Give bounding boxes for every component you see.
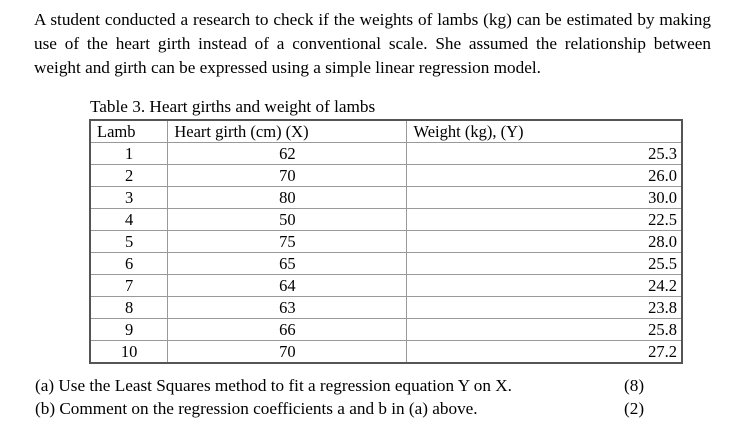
cell-girth: 70 <box>168 341 407 364</box>
cell-lamb: 5 <box>90 231 168 253</box>
header-lamb: Lamb <box>90 120 168 143</box>
table-row <box>90 165 682 187</box>
question-b: (b) Comment on the regression coefficients a and b in (a) above. <box>35 399 478 418</box>
cell-lamb: 9 <box>90 319 168 341</box>
table-header-row <box>90 120 682 143</box>
table-row <box>90 319 682 341</box>
table-row <box>90 209 682 231</box>
cell-weight: 22.5 <box>407 209 682 231</box>
cell-girth: 50 <box>168 209 407 231</box>
cell-girth: 80 <box>168 187 407 209</box>
table-row <box>90 275 682 297</box>
cell-girth: 70 <box>168 165 407 187</box>
cell-weight: 25.3 <box>407 143 682 165</box>
cell-girth: 75 <box>168 231 407 253</box>
cell-weight: 26.0 <box>407 165 682 187</box>
table-row <box>90 187 682 209</box>
cell-weight: 30.0 <box>407 187 682 209</box>
cell-lamb: 7 <box>90 275 168 297</box>
question-b-marks: (2) <box>624 399 645 418</box>
lambs-table <box>89 119 683 364</box>
cell-lamb: 3 <box>90 187 168 209</box>
cell-lamb: 2 <box>90 165 168 187</box>
table-caption: Table 3. Heart girths and weight of lambs <box>90 97 376 116</box>
cell-girth: 63 <box>168 297 407 319</box>
table-row <box>90 253 682 275</box>
cell-weight: 23.8 <box>407 297 682 319</box>
question-a: (a) Use the Least Squares method to fit a regression equation Y on X. <box>35 376 512 395</box>
cell-girth: 66 <box>168 319 407 341</box>
cell-weight: 28.0 <box>407 231 682 253</box>
cell-weight: 25.8 <box>407 319 682 341</box>
cell-lamb: 4 <box>90 209 168 231</box>
cell-lamb: 1 <box>90 143 168 165</box>
table-row <box>90 341 682 364</box>
table-row <box>90 231 682 253</box>
question-a-marks: (8) <box>624 376 645 395</box>
cell-weight: 27.2 <box>407 341 682 364</box>
cell-lamb: 8 <box>90 297 168 319</box>
header-weight: Weight (kg), (Y) <box>407 120 682 143</box>
cell-girth: 62 <box>168 143 407 165</box>
table-row <box>90 297 682 319</box>
cell-lamb: 6 <box>90 253 168 275</box>
cell-lamb: 10 <box>90 341 168 364</box>
cell-weight: 24.2 <box>407 275 682 297</box>
intro-paragraph: A student conducted a research to check if the weights of lambs (kg) can be estimated by making use of the heart girth instead of a conventional scale. She assumed the relationship between weight and girth can be expressed using a simple linear regression model. <box>34 10 711 77</box>
cell-girth: 64 <box>168 275 407 297</box>
cell-girth: 65 <box>168 253 407 275</box>
cell-weight: 25.5 <box>407 253 682 275</box>
header-heart-girth: Heart girth (cm) (X) <box>168 120 407 143</box>
table-row <box>90 143 682 165</box>
